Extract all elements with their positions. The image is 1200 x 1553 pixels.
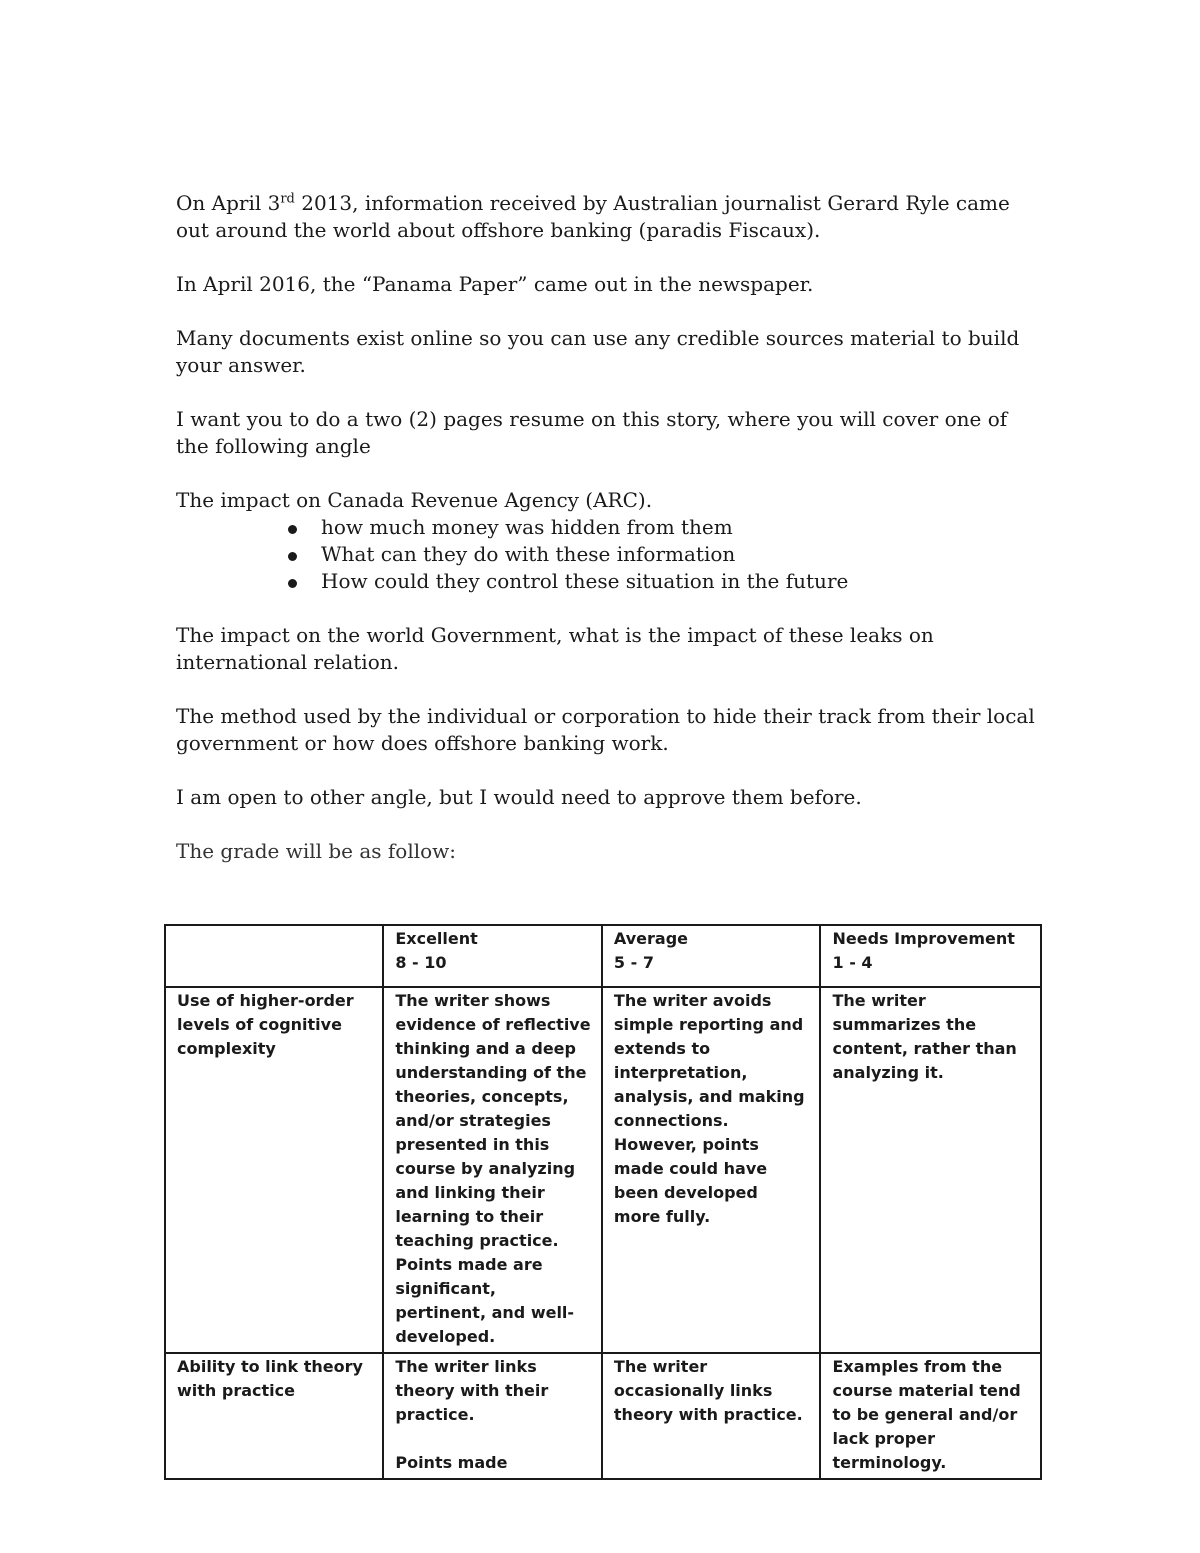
header-label: Average [613,929,688,948]
assignment-text [176,190,1036,892]
rubric-average-cell: The writer avoids simple reporting and extends to interpretation, analysis, and making connections. However, points made could have been developed more fully. [602,987,821,1353]
panama-paragraph: In April 2016, the “Panama Paper” came out in the newspaper. [176,272,814,296]
bullet-text: What can they do with these information [321,542,736,566]
bullet-icon [288,552,297,561]
bullet-icon [288,579,297,588]
bullet-item [176,568,1036,595]
rubric-header-excellent [383,925,602,987]
intro-text-start: On April 3 [176,191,281,215]
header-range: 5 - 7 [613,953,654,972]
bullet-icon [288,525,297,534]
sources-paragraph: Many documents exist online so you can use any credible sources material to build your answer. [176,326,1020,377]
rubric-needs-cell: Examples from the course material tend to be general and/or lack proper terminology. [820,1353,1041,1479]
intro-paragraph [176,190,1036,244]
rubric-criterion: Ability to link theory with practice [165,1353,383,1479]
intro-text-end: 2013, information received by Australian journalist Gerard Ryle came out around the world about offshore banking (paradis Fiscaux). [176,191,1010,242]
intro-superscript: rd [280,191,295,207]
header-range: 1 - 4 [832,953,873,972]
rubric-excellent-cell: The writer shows evidence of reflective thinking and a deep understanding of the theories, concepts, and/or strategies presented in this course by analyzing and linking their learning to their teaching practice. Points made are significant, pertinent, and well-developed. [383,987,602,1353]
assignment-paragraph: I want you to do a two (2) pages resume on this story, where you will cover one of the following angle [176,407,1008,458]
rubric-average-cell: The writer occasionally links theory with practice. [602,1353,821,1479]
angle-canada-title: The impact on Canada Revenue Agency (ARC). [176,488,653,512]
angle-world-paragraph: The impact on the world Government, what is the impact of these leaks on international relation. [176,623,934,674]
rubric-excellent-cell: The writer links theory with their practice. Points made [383,1353,602,1479]
bullet-text: How could they control these situation in the future [321,569,849,593]
table-row [165,987,1041,1353]
rubric-needs-cell: The writer summarizes the content, rather than analyzing it. [820,987,1041,1353]
rubric-criterion: Use of higher-order levels of cognitive complexity [165,987,383,1353]
table-row [165,1353,1041,1479]
other-angle-paragraph: I am open to other angle, but I would need to approve them before. [176,785,862,809]
rubric-header-empty [165,925,383,987]
bullet-item [176,514,1036,541]
grading-rubric-table [164,924,1042,1480]
rubric-header-average [602,925,821,987]
header-range: 8 - 10 [395,953,447,972]
header-label: Excellent [395,929,478,948]
rubric-header-needs-improvement [820,925,1041,987]
header-label: Needs Improvement [832,929,1015,948]
angle-canada-bullets [176,514,1036,595]
bullet-item [176,541,1036,568]
bullet-text: how much money was hidden from them [321,515,733,539]
angle-method-paragraph: The method used by the individual or corporation to hide their track from their local government or how does offshore banking work. [176,704,1035,755]
grade-intro: The grade will be as follow: [176,839,457,863]
rubric-header-row [165,925,1041,987]
